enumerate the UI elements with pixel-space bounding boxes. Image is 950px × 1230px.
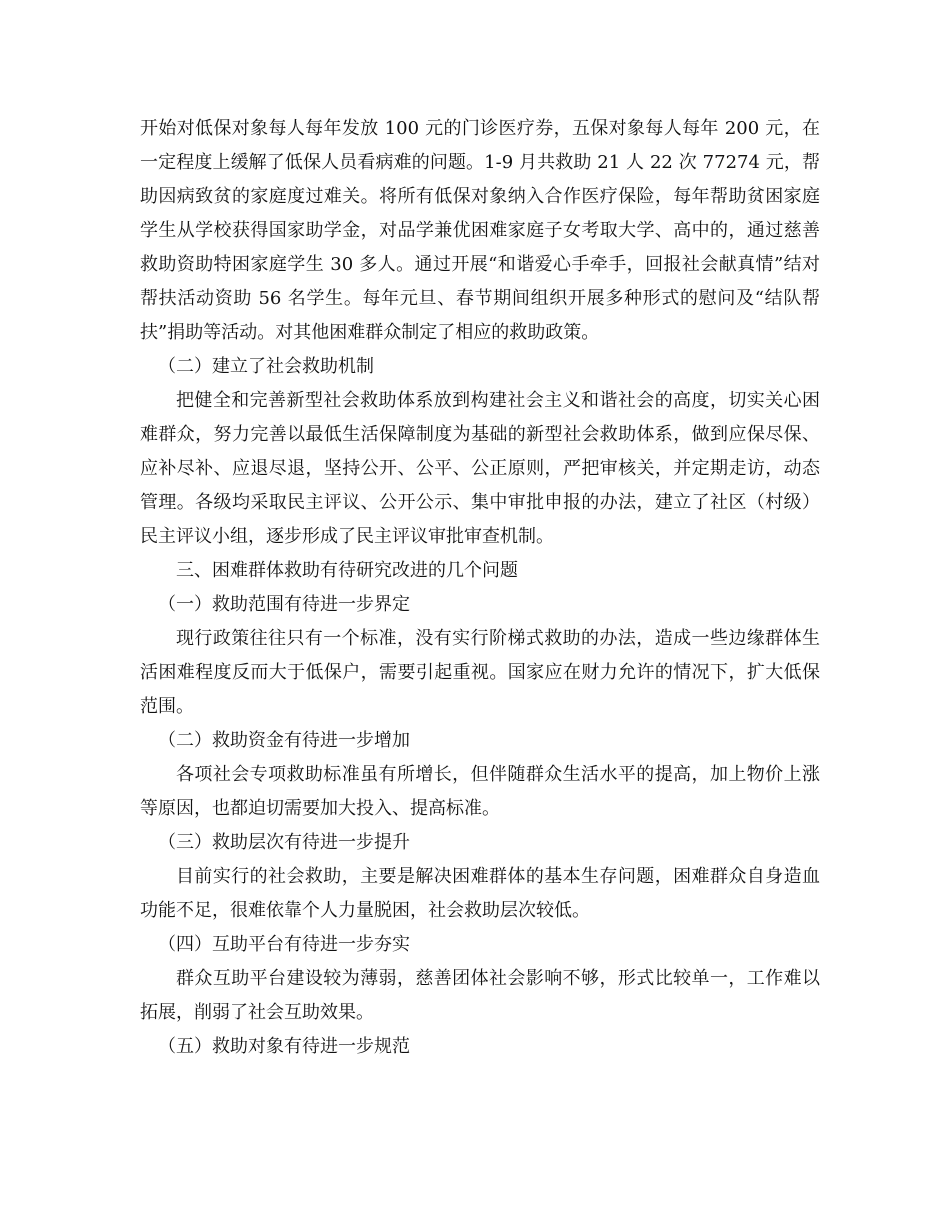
section-heading: （二）救助资金有待进一步增加 bbox=[158, 730, 410, 751]
section-heading: （二）建立了社会救助机制 bbox=[158, 356, 374, 377]
paragraph-continued: 开始对低保对象每人每年发放 100 元的门诊医疗券，五保对象每人每年 200 元，在一定程度上缓解了低保人员看病难的问题。1-9 月共救助 21 人 22 次 77274 元，帮助因病致贫的家庭度过难关。将所有低保对象纳入合作医疗保险，每年帮助贫困家庭学生从学校获得国家助学金，对品学兼优困难家庭子女考取大学、高中的，通过慈善救助资助特困家庭学生 30 多人。通过开展“和谐爱心手牵手，回报社会献真情”结对帮扶活动资助 56 名学生。每年元旦、春节期间组织开展多种形式的慰问及“结队帮扶”捐助等活动。对其他困难群众制定了相应的救助政策。 bbox=[140, 118, 820, 343]
document-body bbox=[140, 112, 820, 1064]
section-heading: （五）救助对象有待进一步规范 bbox=[158, 1036, 410, 1057]
paragraph: 现行政策往往只有一个标准，没有实行阶梯式救助的办法，造成一些边缘群体生活困难程度反而大于低保户，需要引起重视。国家应在财力允许的情况下，扩大低保范围。 bbox=[140, 628, 820, 717]
paragraph: 目前实行的社会救助，主要是解决困难群体的基本生存问题，困难群众自身造血功能不足，很难依靠个人力量脱困，社会救助层次较低。 bbox=[140, 866, 820, 921]
section-heading: （三）救助层次有待进一步提升 bbox=[158, 832, 410, 853]
section-heading: （一）救助范围有待进一步界定 bbox=[158, 594, 410, 615]
paragraph: 各项社会专项救助标准虽有所增长，但伴随群众生活水平的提高，加上物价上涨等原因，也都迫切需要加大投入、提高标准。 bbox=[140, 764, 820, 819]
chapter-heading: 三、困难群体救助有待研究改进的几个问题 bbox=[176, 560, 518, 581]
section-heading: （四）互助平台有待进一步夯实 bbox=[158, 934, 410, 955]
paragraph: 群众互助平台建设较为薄弱，慈善团体社会影响不够，形式比较单一，工作难以拓展，削弱了社会互助效果。 bbox=[140, 968, 820, 1023]
paragraph: 把健全和完善新型社会救助体系放到构建社会主义和谐社会的高度，切实关心困难群众，努力完善以最低生活保障制度为基础的新型社会救助体系，做到应保尽保、应补尽补、应退尽退，坚持公开、公平、公正原则，严把审核关，并定期走访，动态管理。各级均采取民主评议、公开公示、集中审批申报的办法，建立了社区（村级）民主评议小组，逐步形成了民主评议审批审查机制。 bbox=[140, 390, 820, 547]
